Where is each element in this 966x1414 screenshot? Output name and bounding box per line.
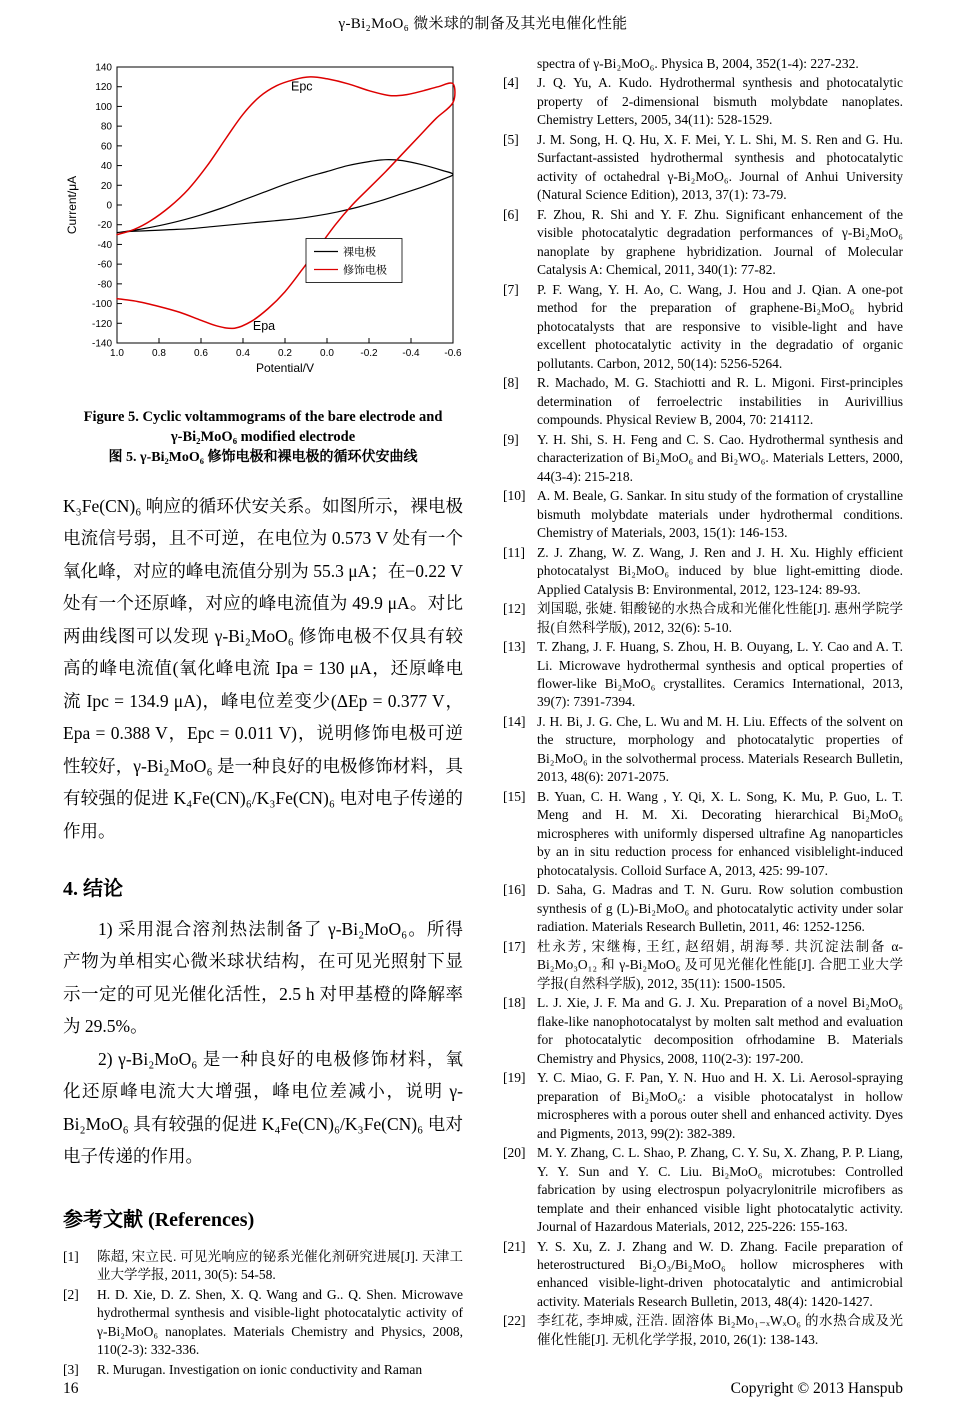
svg-text:0.4: 0.4 (236, 348, 250, 359)
reference-number: [18] (503, 995, 526, 1011)
figure5-caption (63, 408, 463, 470)
reference-item (63, 1361, 463, 1379)
svg-text:-60: -60 (97, 259, 112, 271)
reference-text: L. J. Xie, J. F. Ma and G. J. Xu. Preparation of a novel Bi₂MoO₆ flake-like nanophotocatalyst by molten salt method and evaluation for photocatalytic decomposition ofrhodamine B. Materials Chemistry and Physics, 2008, 110(2-3): 197-200. (537, 995, 903, 1066)
svg-text:-0.2: -0.2 (360, 348, 378, 359)
reference-number (503, 55, 537, 73)
reference-number: [17] (503, 938, 526, 954)
conclusion-paragraph-2: 2) γ-Bi₂MoO₆ 是一种良好的电极修饰材料，氧化还原峰电流大大增强，峰电位差减小，说明 γ-Bi₂MoO₆ 具有较强的促进 K₄Fe(CN)₆/K₃Fe(CN)₆ 电对电子传递的作用。 (63, 1048, 463, 1167)
reference-item (503, 206, 903, 280)
reference-text: B. Yuan, C. H. Wang , Y. Qi, X. L. Song, K. Mu, P. Guo, L. T. Meng and H. M. Xi. Decorating hierarchical Bi₂MoO₆ microspheres with uniformly dispersed ultrafine Ag nanoparticles by an in situ reduction process for enhanced visiblelight-induced photocatalysis. Colloid Surface A, 2013, 425: 99-107. (537, 788, 903, 878)
reference-text: Y. C. Miao, G. F. Pan, Y. N. Huo and H. X. Li. Aerosol-spraying preparation of Bi₂MoO₆: a visible photocatalyst in hollow microspheres with a porous outer shell and enhanced activity. Dyes and Pigments, 2013, 99(2): 382-389. (537, 1070, 903, 1141)
reference-item (503, 713, 903, 787)
reference-item (503, 938, 903, 993)
svg-text:-100: -100 (91, 299, 112, 311)
reference-item (503, 281, 903, 373)
references-heading: 参考文献 (References) (63, 1208, 255, 1231)
svg-text:20: 20 (100, 180, 112, 192)
figure-caption-zh: 图 5. γ-Bi₂MoO₆ 修饰电极和裸电极的循环伏安曲线 (108, 450, 418, 466)
svg-text:-120: -120 (91, 318, 112, 330)
reference-number: [7] (503, 281, 519, 297)
reference-text: A. M. Beale, G. Sankar. In situ study of the formation of crystalline bismuth molybdate materials under hydrothermal conditions. Chemistry of Materials, 2003, 15(1): 146-153. (537, 488, 903, 541)
reference-number: [14] (503, 713, 526, 729)
references-list-right (503, 55, 903, 1349)
page-number: 16 (63, 1380, 79, 1397)
figure-caption-en-line1: Figure 5. Cyclic voltammograms of the bare electrode and (83, 409, 443, 425)
svg-text:140: 140 (95, 62, 112, 74)
reference-number: [2] (63, 1286, 79, 1302)
annotation-epa: Epa (252, 319, 276, 334)
reference-number: [1] (63, 1248, 79, 1264)
svg-text:40: 40 (100, 161, 112, 173)
reference-item (503, 1069, 903, 1143)
reference-item (503, 1238, 903, 1312)
reference-number: [13] (503, 639, 526, 655)
series-modified-electrode (117, 77, 455, 329)
chart-legend (306, 239, 402, 283)
reference-item (503, 788, 903, 880)
reference-number: [12] (503, 601, 526, 617)
svg-text:-40: -40 (97, 239, 112, 251)
svg-text:Potential/V: Potential/V (255, 361, 315, 375)
reference-text: 杜永芳, 宋继梅, 王红, 赵绍娟, 胡海琴. 共沉淀法制备 α-Bi₂Mo₃O₁₂ 和 γ-Bi₂MoO₆ 及可见光催化性能[J]. 合肥工业大学学报(自然科学版), 2012, 35(11): 1500-1505. (537, 938, 903, 991)
svg-text:80: 80 (100, 121, 112, 133)
reference-item (503, 544, 903, 599)
reference-number: [22] (503, 1313, 526, 1329)
reference-item (503, 431, 903, 486)
references-list-left (63, 1248, 463, 1379)
reference-item (503, 74, 903, 129)
svg-text:1.0: 1.0 (110, 348, 124, 359)
page-footer (63, 1380, 903, 1398)
reference-number: [21] (503, 1238, 526, 1254)
series-bare-electrode (117, 160, 453, 233)
reference-number: [11] (503, 544, 525, 560)
reference-text: J. H. Bi, J. G. Che, L. Wu and M. H. Liu. Effects of the solvent on the structure, morphology and photocatalytic properties of Bi₂MoO₆ in the solvothermal process. Materials Research Bulletin, 2013, 48(6): 2071-2075. (537, 713, 903, 785)
figure-caption-en-line2: γ-Bi₂MoO₆ modified electrode (170, 428, 356, 445)
svg-text:裸电极: 裸电极 (343, 246, 376, 259)
reference-text: F. Zhou, R. Shi and Y. F. Zhu. Significant enhancement of the visible photocatalytic degradation performances of γ-Bi₂MoO₆ nanoplate by graphene hybridization. Journal of Molecular Catalysis A: Chemical, 2011, 340(1): 77-82. (537, 206, 903, 278)
svg-text:0: 0 (106, 200, 112, 212)
reference-text: J. Q. Yu, A. Kudo. Hydrothermal synthesis and photocatalytic property of 2-dimensional bismuth molybdate nanoplates. Chemistry Letters, 2005, 34(11): 528-1529. (537, 75, 903, 128)
copyright-text: Copyright © 2013 Hanspub (730, 1380, 903, 1397)
svg-text:-140: -140 (91, 338, 112, 350)
reference-item (63, 1248, 463, 1285)
svg-text:0.8: 0.8 (152, 348, 166, 359)
section-heading-conclusion: 4. 结论 (63, 877, 123, 900)
reference-item (503, 1144, 903, 1236)
reference-number: [16] (503, 882, 526, 898)
reference-text: spectra of γ-Bi₂MoO₆. Physica B, 2004, 352(1-4): 227-232. (537, 56, 859, 71)
svg-text:-0.6: -0.6 (444, 348, 462, 359)
reference-number: [6] (503, 206, 519, 222)
svg-text:60: 60 (100, 141, 112, 153)
svg-text:0.2: 0.2 (278, 348, 292, 359)
reference-text: Y. S. Xu, Z. J. Zhang and W. D. Zhang. Facile preparation of heterostructured Bi₂O₃/Bi₂MoO₆ hollow microspheres with enhanced visible-light-driven photocatalytic and antimicrobial activity. Materials Research Bulletin, 2013, 48(4): 1420-1427. (537, 1238, 903, 1309)
reference-text: M. Y. Zhang, C. L. Shao, P. Zhang, C. Y. Su, X. Zhang, P. P. Liang, Y. Y. Sun and Y. C. Liu. Bi₂MoO₆ microtubes: Controlled fabrication by using electrospun polyacrylonitrile microfibers as template and their enhanced visible light photocatalytic activity. Journal of Hazardous Materials, 2012, 225-226: 155-163. (537, 1145, 903, 1235)
right-column (503, 55, 903, 1350)
reference-item (503, 638, 903, 712)
reference-item (503, 131, 903, 205)
reference-item (503, 881, 903, 936)
reference-text: J. M. Song, H. Q. Hu, X. F. Mei, Y. L. Shi, M. S. Ren and G. Hu. Surfactant-assisted hydrothermal synthesis and photocatalytic activity of octahedral γ-Bi₂MoO₆. Journal of Anhui University (Natural Science Edition), 2013, 37(1): 73-79. (537, 131, 903, 203)
left-column (63, 55, 463, 1380)
reference-number: [5] (503, 131, 519, 147)
reference-number: [4] (503, 75, 519, 91)
reference-text: 刘国聪, 张婕. 钼酸铋的水热合成和光催化性能[J]. 惠州学院学报(自然科学版), 2012, 32(6): 5-10. (537, 601, 903, 635)
reference-text: 李红花, 李坤威, 汪浩. 固溶体 Bi₂Mo₁₋ₓWₓO₆ 的水热合成及光催化性能[J]. 无机化学学报, 2010, 26(1): 138-143. (537, 1313, 903, 1347)
reference-item (503, 55, 903, 73)
cv-chart-svg (63, 55, 463, 391)
reference-item (503, 1312, 903, 1349)
body-paragraph-electrochem: K₃Fe(CN)₆ 响应的循环伏安关系。如图所示，裸电极电流信号弱，且不可逆，在电位为 0.573 V 处有一个氧化峰，对应的峰电流值分别为 55.3 μA；在−0.22 V 处有一个还原峰，对应的峰电流值为 49.9 μA。对比两曲线图可以发现 γ-Bi₂MoO₆ 修饰电极不仅具有较高的峰电流值(氧化峰电流 Ipa = 130 μA，还原峰电流 Ipc = 134.9 μA)，峰电位差变少(ΔEp = 0.377 V，Epa = 0.388 V，Epc = 0.011 V)，说明修饰电极可逆性较好，γ-Bi₂MoO₆ 是一种良好的电极修饰材料，具有较强的促进 K₄Fe(CN)₆/K₃Fe(CN)₆ 电对电子传递的作用。 (63, 495, 463, 841)
svg-text:-0.4: -0.4 (402, 348, 420, 359)
reference-item (503, 994, 903, 1068)
reference-number: [20] (503, 1145, 526, 1161)
svg-text:-80: -80 (97, 279, 112, 291)
svg-text:0.6: 0.6 (194, 348, 208, 359)
reference-number: [10] (503, 488, 526, 504)
reference-item (503, 374, 903, 429)
reference-text: R. Machado, M. G. Stachiotti and R. L. Migoni. First-principles determination of ferroelectric instabilities in Aurivillius compounds. Physical Review B, 2004, 70: 214112. (537, 375, 903, 428)
svg-text:0.0: 0.0 (320, 348, 334, 359)
reference-number: [15] (503, 788, 526, 804)
figure5-chart (63, 55, 463, 396)
svg-text:Current/μA: Current/μA (65, 175, 79, 235)
reference-text: Y. H. Shi, S. H. Feng and C. S. Cao. Hydrothermal synthesis and characterization of Bi₂MoO₆ and Bi₂WO₆. Materials Letters, 2000, 44(3-4): 215-218. (537, 431, 903, 484)
page-header-title: γ-Bi₂MoO₆ 微米球的制备及其光电催化性能 (338, 16, 628, 32)
reference-item (503, 487, 903, 542)
reference-text: 陈超, 宋立民. 可见光响应的铋系光催化剂研究进展[J]. 天津工业大学学报, 2011, 30(5): 54-58. (97, 1248, 463, 1283)
reference-text: H. D. Xie, D. Z. Shen, X. Q. Wang and G.. Q. Shen. Microwave hydrothermal synthesis and visible-light photocatalytic activity of γ-Bi₂MoO₆ nanoplates. Materials Chemistry and Physics, 2008, 110(2-3): 332-336. (97, 1286, 463, 1358)
conclusion-paragraph-1: 1) 采用混合溶剂热法制备了 γ-Bi₂MoO₆。所得产物为单相实心微米球状结构，在可见光照射下显示一定的可见光催化活性，2.5 h 对甲基橙的降解率为 29.5%。 (63, 918, 463, 1037)
reference-number: [19] (503, 1070, 526, 1086)
svg-text:100: 100 (95, 101, 112, 113)
annotation-epc: Epc (291, 79, 313, 94)
reference-item (503, 600, 903, 637)
figure5 (63, 55, 463, 470)
reference-text: R. Murugan. Investigation on ionic conductivity and Raman (97, 1361, 423, 1377)
reference-text: Z. J. Zhang, W. Z. Wang, J. Ren and J. H. Xu. Highly efficient photocatalyst Bi₂MoO₆ induced by blue light-emitting diode. Applied Catalysis B: Environmental, 2012, 123-124: 89-93. (537, 544, 903, 597)
reference-number: [8] (503, 375, 519, 391)
reference-text: T. Zhang, J. F. Huang, S. Zhou, H. B. Ouyang, L. Y. Cao and A. T. Li. Microwave hydrothermal synthesis and optical properties of flower-like Bi₂MoO₆ crystallites. Ceramics International, 2013, 39(7): 7391-7394. (537, 639, 903, 710)
svg-text:-20: -20 (97, 220, 112, 232)
svg-text:120: 120 (95, 82, 112, 94)
reference-text: D. Saha, G. Madras and T. N. Guru. Row solution combustion synthesis of g (L)-Bi₂MoO₆ and photocatalytic activity under solar radiation. Materials Research Bulletin, 2011, 46: 1252-1256. (537, 882, 903, 935)
two-column-layout (0, 55, 966, 1380)
reference-number: [3] (63, 1361, 79, 1377)
svg-text:修饰电极: 修饰电极 (343, 264, 387, 277)
reference-number: [9] (503, 431, 519, 447)
reference-text: P. F. Wang, Y. H. Ao, C. Wang, J. Hou and J. Qian. A one-pot method for the preparation of graphene-Bi₂MoO₆ hybrid photocatalysts that are responsive to visible-light and have excellent photocatalytic activity in the degradatio of organic pollutants. Carbon, 2012, 50(14): 5256-5264. (537, 281, 903, 371)
reference-item (63, 1286, 463, 1360)
